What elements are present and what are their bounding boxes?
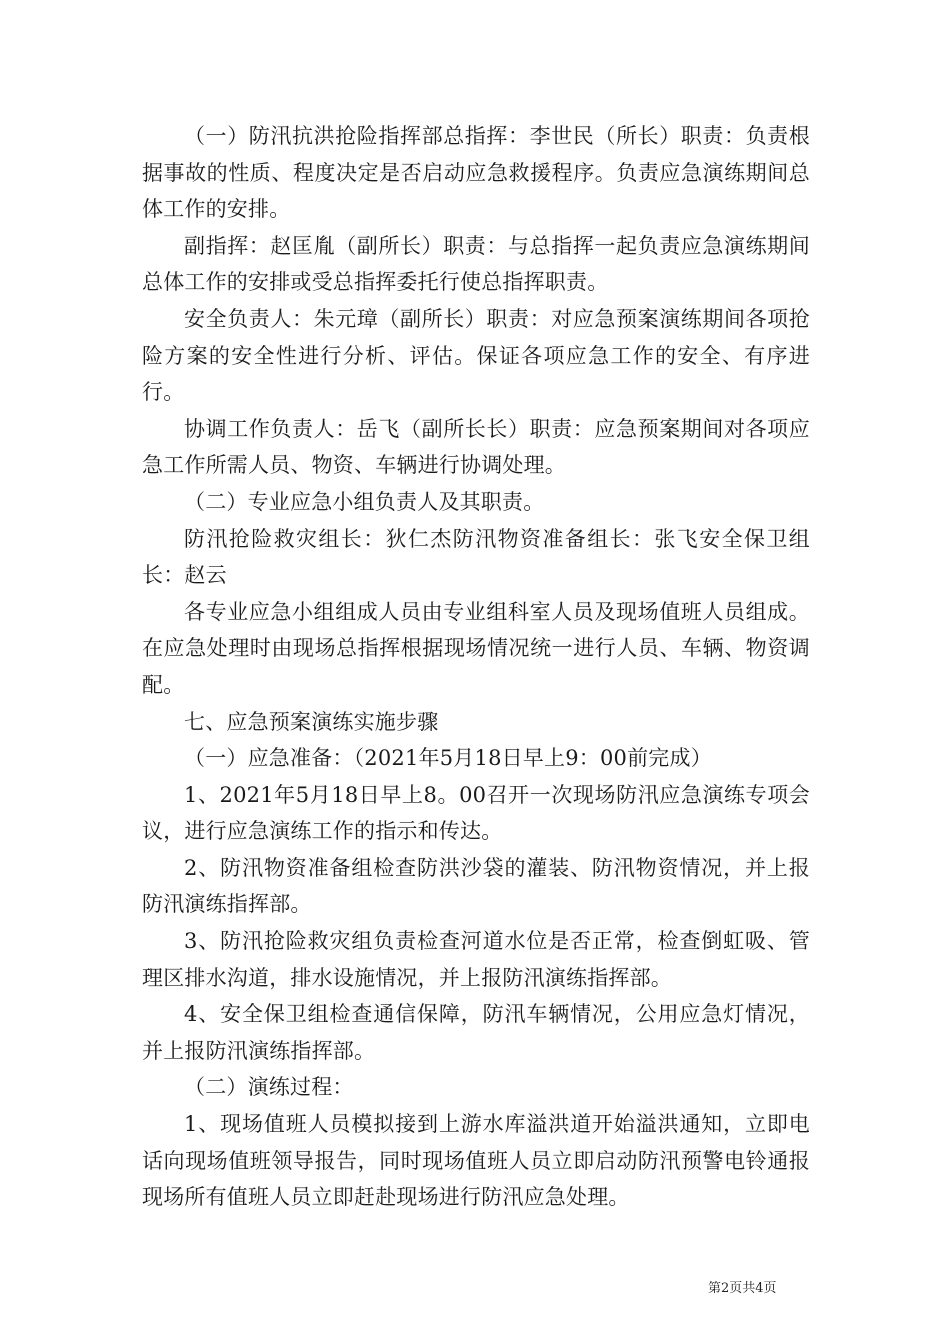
paragraph-prep-step-1: 1、2021年5月18日早上8。00召开一次现场防汛应急演练专项会议，进行应急演练工作的指示和传达。: [142, 782, 810, 844]
section-heading-drill-steps: 七、应急预案演练实施步骤: [184, 709, 439, 734]
paragraph-group-members: 各专业应急小组组成人员由专业组科室人员及现场值班人员组成。在应急处理时由现场总指挥根据现场情况统一进行人员、车辆、物资调配。: [142, 599, 810, 697]
paragraph-prep-step-2: 2、防汛物资准备组检查防洪沙袋的灌装、防汛物资情况，并上报防汛演练指挥部。: [142, 855, 810, 917]
paragraph-drill-process-heading: （二）演练过程：: [184, 1075, 354, 1100]
paragraph-command-chief: （一）防汛抗洪抢险指挥部总指挥：李世民（所长）职责：负责根据事故的性质、程度决定是否启动应急救援程序。负责应急演练期间总体工作的安排。: [142, 124, 810, 222]
page-footer: 第2页共4页: [708, 1281, 777, 1296]
document-body: [142, 118, 810, 1216]
paragraph-prep-step-4: 4、安全保卫组检查通信保障，防汛车辆情况，公用应急灯情况，并上报防汛演练指挥部。: [142, 1002, 810, 1063]
paragraph-preparation-heading: （一）应急准备：（2021年5月18日早上9：00前完成）: [184, 746, 712, 771]
paragraph-prep-step-3: 3、防汛抢险救灾组负责检查河道水位是否正常，检查倒虹吸、管理区排水沟道，排水设施情况，并上报防汛演练指挥部。: [142, 929, 810, 990]
paragraph-section-2-heading: （二）专业应急小组负责人及其职责。: [184, 489, 545, 514]
paragraph-safety-officer: 安全负责人：朱元璋（副所长）职责：对应急预案演练期间各项抢险方案的安全性进行分析、评估。保证各项应急工作的安全、有序进行。: [142, 306, 810, 405]
paragraph-group-leaders: 防汛抢险救灾组长：狄仁杰防汛物资准备组长：张飞安全保卫组长：赵云: [142, 526, 810, 588]
paragraph-drill-step-1: 1、现场值班人员模拟接到上游水库溢洪道开始溢洪通知，立即电话向现场值班领导报告，同时现场值班人员立即启动防汛预警电铃通报现场所有值班人员立即赶赴现场进行防汛应急处理。: [142, 1112, 810, 1210]
paragraph-deputy-commander: 副指挥：赵匡胤（副所长）职责：与总指挥一起负责应急演练期间总体工作的安排或受总指挥委托行使总指挥职责。: [142, 233, 810, 295]
paragraph-coordinator: 协调工作负责人：岳飞（副所长长）职责：应急预案期间对各项应急工作所需人员、物资、车辆进行协调处理。: [142, 416, 810, 478]
